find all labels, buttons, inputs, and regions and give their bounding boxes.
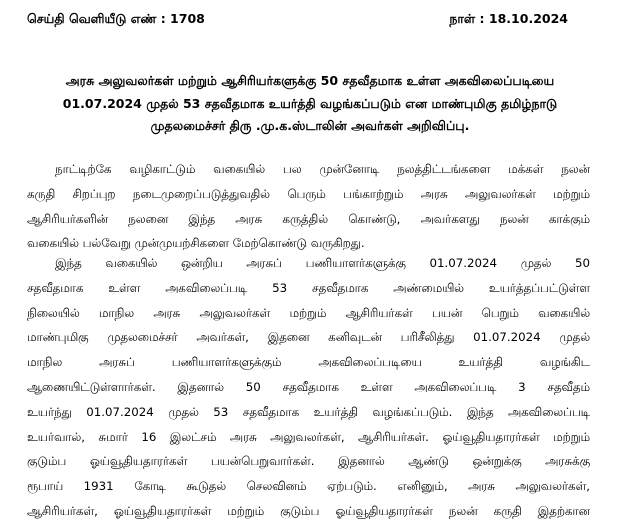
title-line: 01.07.2024 முதல் 53 சதவீதமாக உயர்த்தி வழங்கப்படும் என மாண்புமிகு தமிழ்நாடு <box>62 95 558 111</box>
paragraph-line: ஆணையிட்டுள்ளார்கள். இதனால் 50 சதவீதமாக உள்ள அகவிலைப்படி 3 சதவீதம் <box>27 379 590 394</box>
paragraph-line: கருதி சிறப்புற நடைமுறைப்படுத்துவதில் பெரும் பங்காற்றும் அரசு அலுவலர்கள் மற்றும் <box>27 186 590 201</box>
paragraph-line: மாநில அரசுப் பணியாளர்களுக்கும் அகவிலைப்படியை உயர்த்தி வழங்கிட <box>27 355 590 370</box>
paragraph-line: உயர்ந்து 01.07.2024 முதல் 53 சதவீதமாக உயர்த்தி வழங்கப்படும். இந்த அகவிலைப்படி <box>27 404 590 419</box>
paragraph-intro <box>27 157 590 256</box>
paragraph-line: நாட்டிற்கே வழிகாட்டும் வகையில் பல முன்னோடி நலத்திட்டங்களை மக்கள் நலன் <box>55 162 590 176</box>
paragraph-line: சதவீதமாக உள்ள அகவிலைப்படி 53 சதவீதமாக அண்மையில் உயர்த்தப்பட்டுள்ள <box>27 280 590 295</box>
title-line: அரசு அலுவலர்கள் மற்றும் ஆசிரியர்களுக்கு 50 சதவீதமாக உள்ள அகவிலைப்படியை <box>65 73 555 88</box>
paragraph-line: உயர்வால், சுமார் 16 இலட்சம் அரசு அலுவலர்கள், ஆசிரியர்கள். ஓய்வூதியதாரர்கள் மற்றும் <box>27 429 590 444</box>
paragraph-line: ஆசிரியர்களின் நலனை இந்த அரசு கருத்தில் கொண்டு, அவர்களது நலன் காக்கும் <box>27 211 590 226</box>
paragraph-line: ரூபாய் 1931 கோடி கூடுதல் செலவினம் ஏற்படும். எனினும், அரசு அலுவலர்கள், <box>27 479 590 494</box>
paragraph-line: இந்த வகையில் ஒன்றிய அரசுப் பணியாளர்களுக்கு 01.07.2024 முதல் 50 <box>55 256 590 270</box>
paragraph-line: மாண்புமிகு முதலமைச்சர் அவர்கள், இதனை கனிவுடன் பரிசீலித்து 01.07.2024 முதல் <box>27 330 590 345</box>
title-line: முதலமைச்சர் திரு .மு.க.ஸ்டாலின் அவர்கள் அறிவிப்பு. <box>150 118 470 133</box>
document-header <box>27 9 568 29</box>
paragraph-line: வகையில் பல்வேறு முன்முயற்சிகளை மேற்கொண்டு வருகிறது. <box>27 236 365 251</box>
paragraph-line: ஆசிரியர்கள், ஓய்வூதியதாரர்கள் மற்றும் குடும்ப ஓய்வூதியதாரர்கள் நலன் கருதி இதற்கான <box>27 503 590 518</box>
paragraph-announcement <box>27 251 590 524</box>
paragraph-line: நிலையில் மாநில அரசு அலுவலர்கள் மற்றும் ஆசிரியர்கள் பயன் பெறும் வகையில் <box>27 305 590 320</box>
release-date: நாள் : 18.10.2024 <box>449 10 568 26</box>
press-release-number: செய்தி வெளியீடு எண் : 1708 <box>27 10 205 26</box>
paragraph-line: குடும்ப ஓய்வூதியதாரர்கள் பயன்பெறுவார்கள். இதனால் ஆண்டு ஒன்றுக்கு அரசுக்கு <box>27 454 590 469</box>
document-title <box>20 70 600 138</box>
